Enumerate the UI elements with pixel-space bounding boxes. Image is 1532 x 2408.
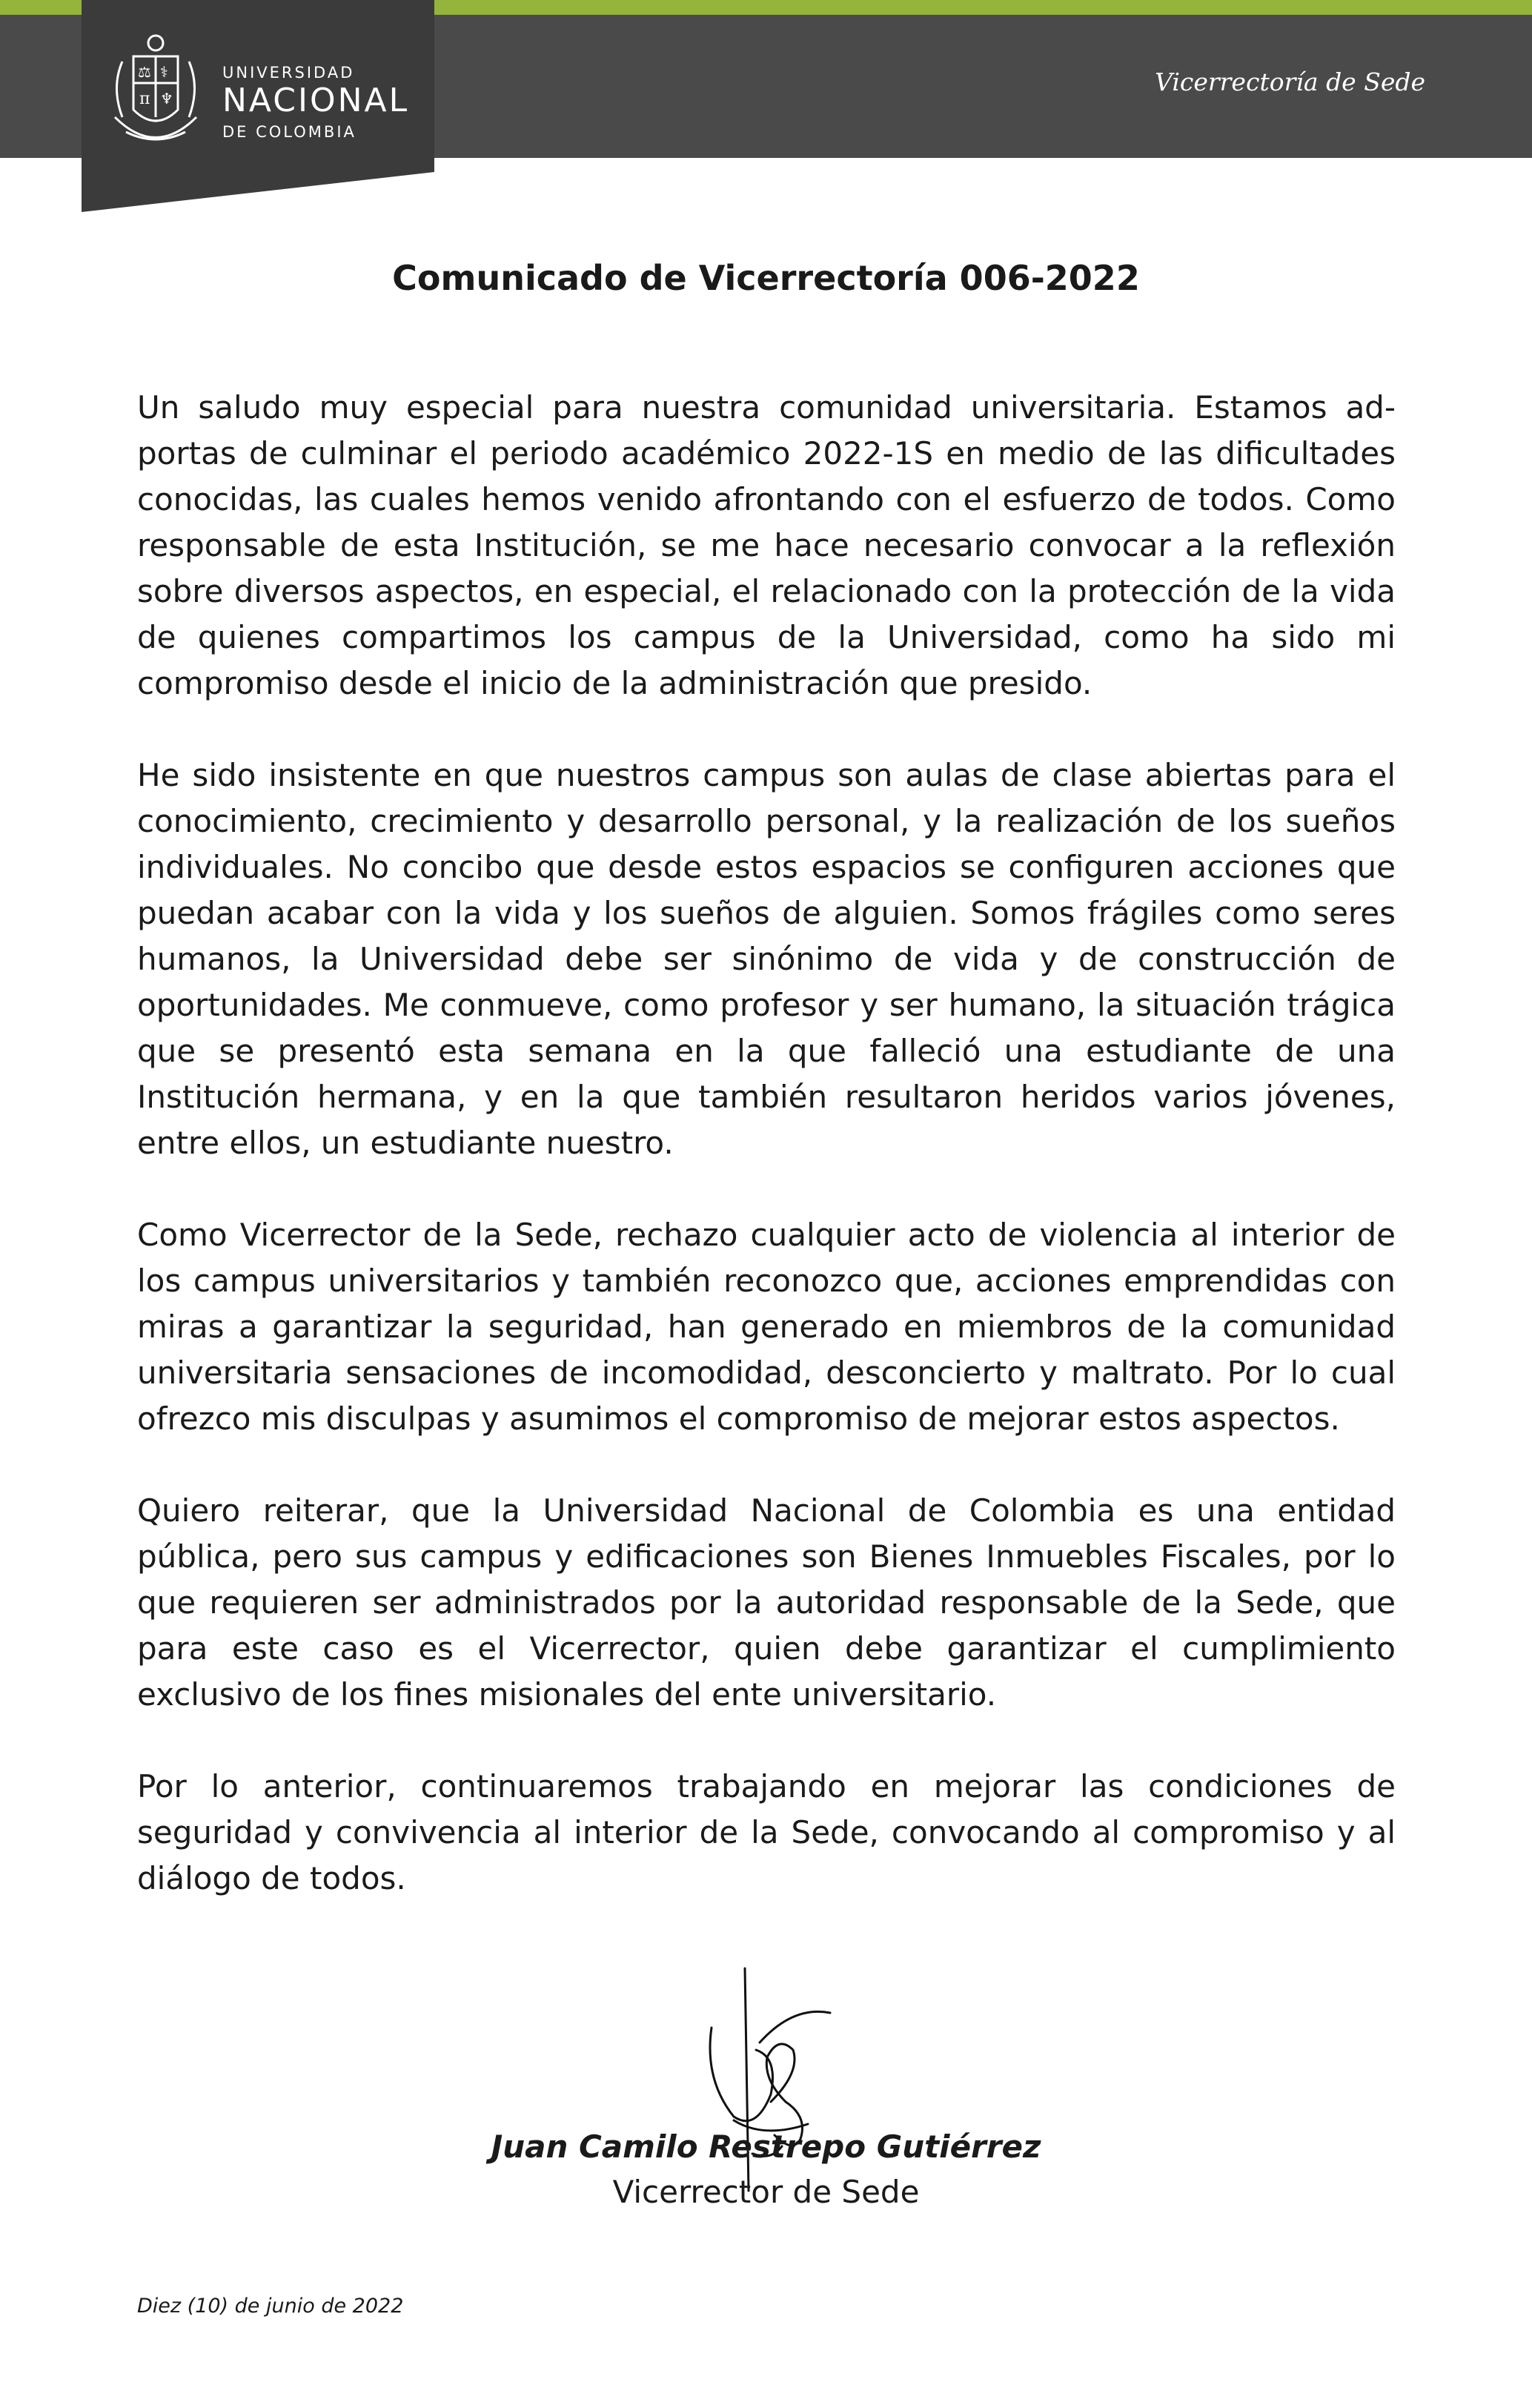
university-name-line3: DE COLOMBIA bbox=[222, 123, 357, 141]
signer-name: Juan Camilo Restrepo Gutiérrez bbox=[491, 2128, 1041, 2165]
svg-text:⚕: ⚕ bbox=[160, 63, 168, 81]
document-title: Comunicado de Vicerrectoría 006-2022 bbox=[392, 258, 1140, 298]
paragraph: Quiero reiterar, que la Universidad Nacional de Colombia es una entidad pública, pero sus campus y edificaciones son Bienes Inmuebles Fiscales, por lo que requieren ser administrados por la autoridad responsable de la Sede, que para este caso es el Vicerrector, quien debe garantizar el cumplimiento exclusivo de los fines misionales del ente universitario. bbox=[137, 1492, 1396, 1713]
document-date: Diez (10) de junio de 2022 bbox=[137, 2295, 404, 2318]
paragraph: He sido insistente en que nuestros campus son aulas de clase abiertas para el conocimiento, crecimiento y desarrollo personal, y la realización de los sueños individuales. No concibo que desde estos espacios se configuren acciones que puedan acabar con la vida y los sueños de alguien. Somos frágiles como seres humanos, la Universidad debe ser sinónimo de vida y de construcción de oportunidades. Me conmueve, como profesor y ser humano, la situación trágica que se presentó esta semana en la que falleció una estudiante de una Institución hermana, y en la que también resultaron heridos varios jóvenes, entre ellos, un estudiante nuestro. bbox=[137, 757, 1396, 1161]
paragraph: Por lo anterior, continuaremos trabajando en mejorar las condiciones de seguridad y convivencia al interior de la Sede, convocando al compromiso y al diálogo de todos. bbox=[137, 1768, 1396, 1896]
university-name-line1: UNIVERSIDAD bbox=[222, 64, 355, 82]
svg-text:⚖: ⚖ bbox=[138, 63, 151, 81]
paragraph: Un saludo muy especial para nuestra comunidad universitaria. Estamos ad-portas de culminar el periodo académico 2022-1S en medio de las dificultades conocidas, las cuales hemos venido afrontando con el esfuerzo de todos. Como responsable de esta Institución, se me hace necesario convocar a la reflexión sobre diversos aspectos, en especial, el relacionado con la protección de la vida de quienes compartimos los campus de la Universidad, como ha sido mi compromiso desde el inicio de la administración que presido. bbox=[137, 389, 1396, 701]
document-body bbox=[137, 385, 1396, 1948]
university-name-line2: NACIONAL bbox=[222, 82, 410, 119]
university-crest-icon bbox=[104, 28, 208, 165]
signer-role: Vicerrector de Sede bbox=[612, 2174, 920, 2210]
office-label: Vicerrectoría de Sede bbox=[1155, 67, 1425, 96]
handwritten-signature bbox=[689, 1961, 852, 2206]
svg-text:♆: ♆ bbox=[160, 90, 173, 108]
svg-text:π: π bbox=[139, 90, 150, 108]
paragraph: Como Vicerrector de la Sede, rechazo cualquier acto de violencia al interior de los campus universitarios y también reconozco que, acciones emprendidas con miras a garantizar la seguridad, han generado en miembros de la comunidad universitaria sensaciones de incomodidad, desconcierto y maltrato. Por lo cual ofrezco mis disculpas y asumimos el compromiso de mejorar estos aspectos. bbox=[137, 1217, 1396, 1437]
